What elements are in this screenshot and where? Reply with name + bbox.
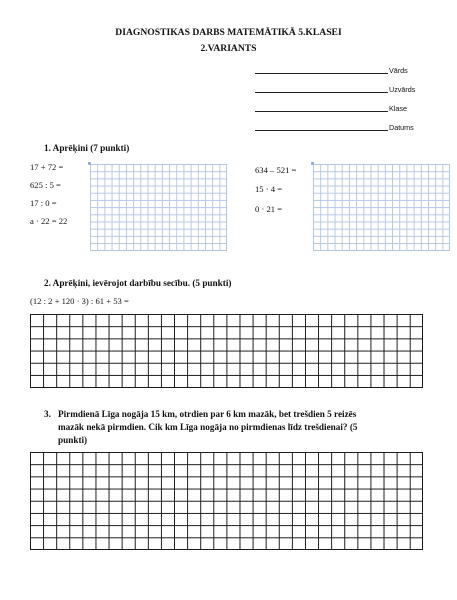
task2-answer-grid[interactable] <box>30 314 423 388</box>
surname-line[interactable] <box>255 92 388 93</box>
name-label: Vārds <box>389 66 408 75</box>
task1-expr-1: 17 + 72 = <box>30 162 64 172</box>
task1-expr-2: 625 : 5 = <box>30 180 61 190</box>
task1-left-grid[interactable] <box>90 164 227 251</box>
task3-answer-grid[interactable] <box>30 452 423 550</box>
task1-expr-4: a · 22 = 22 <box>30 216 68 226</box>
task1-right-grid[interactable] <box>313 164 450 251</box>
date-line[interactable] <box>255 130 388 131</box>
class-line[interactable] <box>255 111 388 112</box>
surname-label: Uzvārds <box>389 85 416 94</box>
task3-text-line-1: Pirmdienā Līga nogāja 15 km, otrdien par 6 km mazāk, bet trešdien 5 reizēs <box>58 409 357 419</box>
worksheet-title: DIAGNOSTIKAS DARBS MATEMĀTIKĀ 5.KLASEI <box>115 27 342 38</box>
task1-expr-5: 634 – 521 = <box>255 165 297 175</box>
task2-title: 2. Aprēķini, ievērojot darbību secību. (5 punkti) <box>44 278 232 288</box>
task3-text-line-2: mazāk nekā pirmdien. Cik km Līga nogāja no pirmdienas līdz trešdienai? (5 <box>58 422 358 432</box>
task2-expression: (12 : 2 + 120 · 3) : 61 + 53 = <box>30 296 129 306</box>
task3-text-line-3: punkti) <box>58 435 88 445</box>
date-label: Datums <box>389 123 414 132</box>
variant-label: 2.VARIANTS <box>200 43 257 54</box>
task1-expr-7: 0 · 21 = <box>255 204 283 214</box>
task1-expr-6: 15 · 4 = <box>255 184 283 194</box>
task3-number: 3. <box>44 409 51 419</box>
name-line[interactable] <box>255 73 388 74</box>
task1-title: 1. Aprēķini (7 punkti) <box>44 143 130 153</box>
class-label: Klase <box>389 104 407 113</box>
task1-expr-3: 17 : 0 = <box>30 198 57 208</box>
